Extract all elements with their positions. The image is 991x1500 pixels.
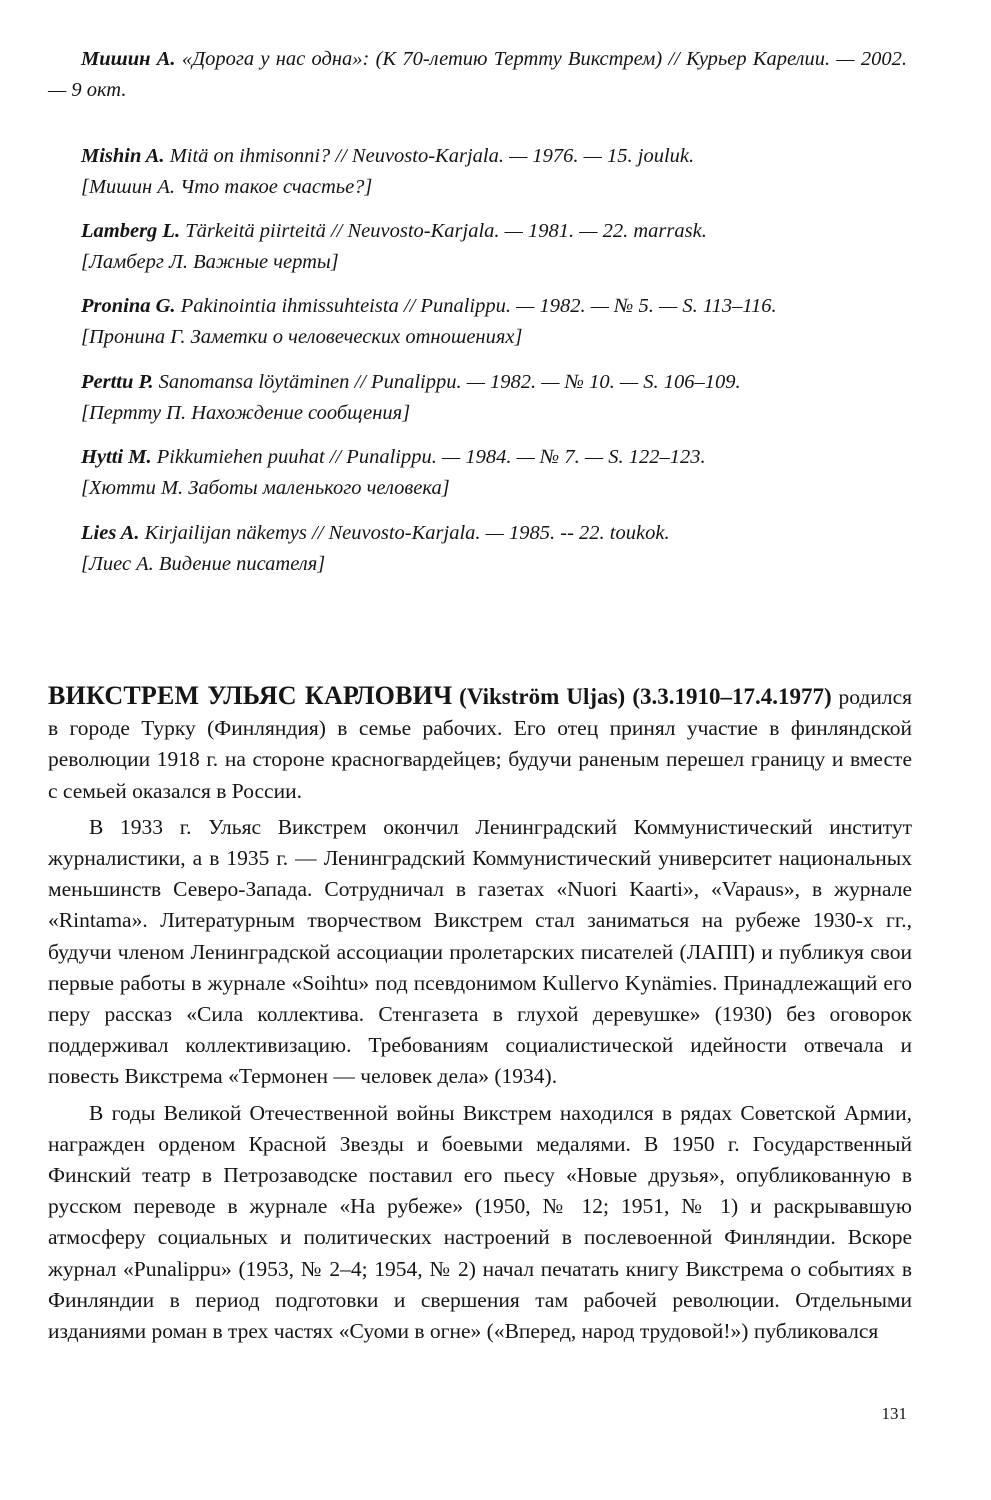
- reference-title: Mitä on ihmisonni? // Neuvosto-Karjala. — 1976. — 15. jouluk.: [169, 145, 695, 167]
- reference-author: Pronina G.: [81, 295, 176, 317]
- reference-title: Kirjailijan näkemys // Neuvosto-Karjala. — 1985. -- 22. toukok.: [144, 522, 670, 544]
- article-dates: (Vikström Uljas) (3.3.1910–17.4.1977): [459, 684, 832, 709]
- reference-entry: [81, 291, 921, 353]
- page-number: 131: [881, 1404, 907, 1423]
- reference-title: Pakinointia ihmissuhteista // Punalippu. — 1982. — № 5. — S. 113–116.: [180, 295, 777, 317]
- reference-entry: [81, 518, 921, 580]
- reference-title: Pikkumiehen puuhat // Punalippu. — 1984. — № 7. — S. 122–123.: [156, 446, 706, 468]
- reference-author: Mishin A.: [81, 145, 165, 167]
- article-paragraph: В 1933 г. Ульяс Викстрем окончил Ленинградский Коммунистический институт журналистики, а в 1935 г. — Ленинградский Коммунистический университет национальных меньшинств Северо-Запада. Сотрудничал в газетах «Nuori Kaarti», «Vapaus», в журнале «Rintama». Литературным творчеством Викстрем стал заниматься на рубеже 1930-х гг., будучи членом Ленинградской ассоциации пролетарских писателей (ЛАПП) и публикуя свои первые работы в журнале «Soihtu» под псевдонимом Kullervo Kynämies. Принадлежащий его перу рассказ «Сила коллектива. Стенгазета в глухой деревушке» (1930) без оговорок поддерживал коллективизацию. Требованиям социалистической идейности отвечала и повесть Викстрема «Термонен — человек дела» (1934).: [48, 814, 912, 1089]
- reference-author: Perttu P.: [81, 371, 154, 393]
- reference-translation: [Ламберг Л. Важные черты]: [81, 251, 339, 273]
- reference-translation: [Мишин А. Что такое счастье?]: [81, 176, 373, 198]
- reference-entry: [48, 44, 907, 106]
- article-headword: ВИКСТРЕМ УЛЬЯС КАРЛОВИЧ: [48, 681, 453, 710]
- reference-entry: [81, 141, 921, 203]
- reference-author: Мишин А.: [81, 48, 176, 70]
- reference-translation: [Лиес А. Видение писателя]: [81, 553, 326, 575]
- encyclopedia-article: [48, 680, 912, 1347]
- reference-author: Lies A.: [81, 522, 140, 544]
- reference-translation: [Хютти М. Заботы маленького человека]: [81, 477, 450, 499]
- reference-entry: [81, 216, 921, 278]
- reference-author: Lamberg L.: [81, 220, 181, 242]
- reference-title: «Дорога у нас одна»: (К 70-летию Тертту Викстрем) // Курьер Карелии. — 2002. — 9 окт.: [48, 48, 907, 101]
- reference-author: Hytti M.: [81, 446, 152, 468]
- article-paragraph: В годы Великой Отечественной войны Викстрем находился в рядах Советской Армии, награжден орденом Красной Звезды и боевыми медалями. В 1950 г. Государственный Финский театр в Петрозаводске поставил его пьесу «Новые друзья», опубликованную в русском переводе в журнале «На рубеже» (1950, № 12; 1951, № 1) и раскрывавшую атмосферу социальных и политических настроений в послевоенной Финляндии. Вскоре журнал «Punalippu» (1953, № 2–4; 1954, № 2) начал печатать книгу Викстрема о событиях в Финляндии в период подготовки и свершения там рабочей революции. Отдельными изданиями роман в трех частях «Суоми в огне» («Вперед, народ трудовой!») публиковался: [48, 1100, 912, 1344]
- reference-entry: [81, 367, 921, 429]
- reference-title: Tärkeitä piirteitä // Neuvosto-Karjala. — 1981. — 22. marrask.: [185, 220, 707, 242]
- article-intro-text: родился в городе Турку (Финляндия) в семье рабочих. Его отец принял участие в финляндской революции 1918 г. на стороне красногвардейцев; будучи раненым перешел границу и вместе с семьей оказался в России.: [48, 685, 913, 803]
- article-intro-paragraph: [48, 680, 912, 807]
- reference-entry: [81, 442, 921, 504]
- reference-title: Sanomansa löytäminen // Punalippu. — 1982. — № 10. — S. 106–109.: [158, 371, 741, 393]
- reference-translation: [Пертту П. Нахождение сообщения]: [81, 402, 411, 424]
- reference-translation: [Пронина Г. Заметки о человеческих отношениях]: [81, 326, 523, 348]
